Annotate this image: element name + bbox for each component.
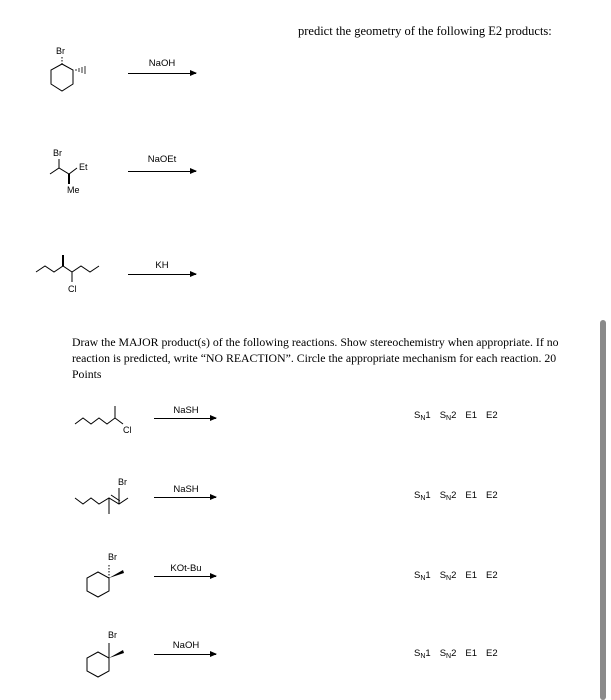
reaction-arrow (154, 576, 216, 577)
atom-label-br: Br (53, 148, 62, 158)
reagent-label: NaOEt (147, 154, 177, 165)
molecule-2 (45, 148, 105, 200)
reaction-arrow (154, 418, 216, 419)
reagent-label: NaOH (148, 58, 176, 69)
atom-label-br: Br (118, 477, 127, 487)
instructions-text: Draw the MAJOR product(s) of the following reactions. Show stereochemistry when appropriate. If no reaction is predicted, write “NO REACTION”. Circle the appropriate mechanism for each reaction. 20 Points (72, 335, 559, 381)
scrollbar[interactable] (600, 320, 606, 700)
option-sn1[interactable]: $S_N1$ (414, 490, 431, 502)
reaction-arrow (128, 73, 196, 74)
option-e2[interactable]: E2 (486, 570, 498, 581)
option-e1[interactable]: E1 (465, 410, 478, 421)
option-sn1[interactable]: $S_N1$ (414, 570, 431, 582)
atom-label-et: Et (79, 162, 88, 172)
molecule-4 (72, 396, 144, 436)
atom-label-br: Br (56, 46, 65, 56)
molecule-3 (33, 252, 108, 300)
molecule-7 (80, 628, 140, 680)
option-e1[interactable]: E1 (465, 570, 478, 581)
molecule-6 (80, 550, 140, 600)
option-e2[interactable]: E2 (486, 410, 498, 421)
reaction-arrow (128, 171, 196, 172)
atom-label-me: Me (67, 185, 80, 195)
reagent-label: KH (155, 260, 169, 271)
atom-label-br: Br (108, 552, 117, 562)
reaction-arrow (154, 497, 216, 498)
reagent-label: KOt-Bu (170, 563, 202, 574)
option-e2[interactable]: E2 (486, 648, 498, 659)
option-e1[interactable]: E1 (465, 490, 478, 501)
atom-label-cl: Cl (68, 284, 77, 294)
option-sn2[interactable]: $S_N2$ (439, 490, 457, 502)
option-sn2[interactable]: $S_N2$ (439, 410, 457, 422)
option-sn1[interactable]: $S_N1$ (414, 410, 431, 422)
option-sn2[interactable]: $S_N2$ (439, 648, 457, 660)
reagent-label: NaOH (172, 640, 200, 651)
mechanism-options (414, 490, 507, 502)
mechanism-options (414, 410, 507, 422)
reaction-arrow (154, 654, 216, 655)
option-sn1[interactable]: $S_N1$ (414, 648, 431, 660)
atom-label-cl: Cl (123, 425, 132, 435)
page-heading: predict the geometry of the following E2 products: (298, 24, 552, 38)
molecule-1 (40, 44, 110, 104)
molecule-5 (72, 474, 144, 520)
reagent-label: NaSH (173, 405, 199, 416)
mechanism-options (414, 570, 507, 582)
reagent-label: NaSH (173, 484, 199, 495)
option-e2[interactable]: E2 (486, 490, 498, 501)
mechanism-options (414, 648, 507, 660)
atom-label-br: Br (108, 630, 117, 640)
option-e1[interactable]: E1 (465, 648, 478, 659)
option-sn2[interactable]: $S_N2$ (439, 570, 457, 582)
reaction-arrow (128, 274, 196, 275)
